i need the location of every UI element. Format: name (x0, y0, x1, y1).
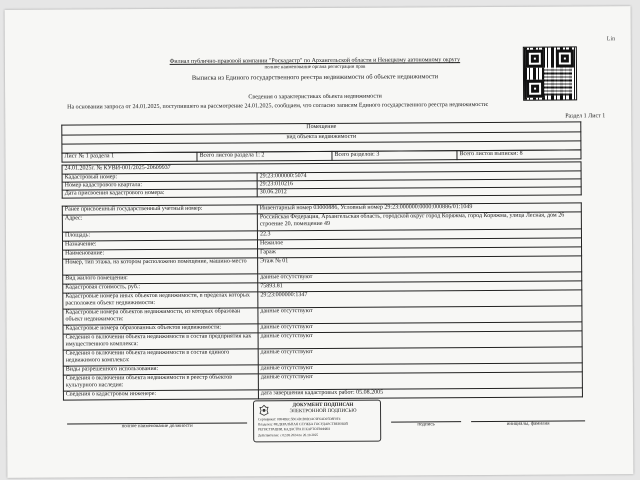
record-date-number: 24.01.2025г. № КУВИ-001/2025-20609937 (62, 162, 581, 174)
signature-caption: подпись (391, 421, 461, 432)
detail-label: Адрес: (62, 214, 257, 232)
detail-label: Кадастровые номера объектов недвижимости, из которых образован объект недвижимости: (63, 308, 258, 325)
details-table (62, 202, 583, 400)
object-kind-table (61, 121, 581, 153)
detail-value: данные отсутствуют (258, 272, 582, 283)
qr-code (523, 46, 577, 100)
record-label: Кадастровый номер: (62, 173, 257, 182)
section-reference: Раздел 1 Лист 1 (565, 113, 606, 120)
total-sheets: Всего листов выписки: 8 (457, 150, 581, 160)
record-table (62, 161, 582, 198)
detail-value: данные отсутствуют (258, 372, 582, 390)
detail-label: Площадь: (62, 231, 257, 241)
detail-label: Назначение: (62, 240, 257, 250)
intro-text: На основании запроса от 24.01.2025, поступившего на рассмотрение 24.01.2025, сообщаем, что согласно записям Единого государственного реестра недвижимости: (67, 101, 489, 111)
qr-link-text: Lin (606, 36, 616, 43)
detail-value: дата завершения кадастровых работ: 05.08.2005 (258, 388, 582, 399)
stamp-validity: Действителен: с 02.08.2024 по 26.10.2025 (258, 433, 319, 438)
detail-value: данные отсутствуют (258, 331, 582, 349)
detail-value: 75893.81 (258, 281, 582, 292)
detail-label: Виды разрешенного использования: (63, 365, 258, 375)
detail-value: Инвентарный номер 03000886, Условный номер 29:23:000000:0000:000886/01:1049 (257, 203, 581, 214)
detail-label: Кадастровая стоимость, руб.: (63, 283, 258, 293)
detail-label: Наименование: (63, 249, 258, 259)
position-caption: полное наименование должности (67, 422, 247, 434)
total-sections: Всего разделов: 3 (332, 151, 457, 161)
record-label: Номер кадастрового квартала: (62, 181, 257, 190)
stamp-subtitle: ЭЛЕКТРОННОЙ ПОДПИСЬЮ (289, 408, 357, 415)
stamp-title: ДОКУМЕНТ ПОДПИСАН (292, 402, 354, 409)
detail-value: 29:23:000000:1347 (258, 290, 582, 308)
detail-value: данные отсутствуют (258, 363, 582, 374)
detail-label: Номер, тип этажа, на котором расположено помещение, машино-место (63, 258, 258, 275)
detail-value: Гараж (258, 247, 582, 258)
signature-stamp (253, 400, 381, 443)
sheet-number: Лист № 1 раздела 1 (62, 152, 197, 162)
detail-value: данные отсутствуют (258, 322, 582, 333)
detail-label: Кадастровые номера иных объектов недвижимости, в пределах которых расположен объект недвижимости: (63, 292, 258, 309)
stamp-certificate: Сертификат: 00F4BEC5BC4D1B8D3AC9F6AD07D8F0F4 (258, 416, 341, 422)
detail-label: Сведения о включении объекта недвижимости в реестр объектов культурного наследия: (63, 374, 258, 391)
stamp-owner-line2: РЕГИСТРАЦИИ, КАДАСТРА И КАРТОГРАФИИ (258, 426, 330, 432)
detail-value: Российская Федерация, Архангельская область, городской округ город Коряжма, город Коряжма, улица Лесная, дом 26 строение 20, помещение 49 (257, 212, 581, 231)
record-value: 30.06.2012 (257, 187, 581, 197)
record-label: Дата присвоения кадастрового номера: (62, 189, 257, 198)
record-value: 29:23:000000:5074 (257, 171, 581, 181)
name-caption: инициалы, фамилия (471, 420, 585, 432)
detail-value: данные отсутствуют (258, 306, 582, 324)
detail-label: Сведения о включении объекта недвижимости в состав предприятия как имущественного комплекса: (63, 333, 258, 350)
detail-label: Сведения о включении объекта недвижимости в состав единого недвижимого комплекса: (63, 349, 258, 366)
branch-caption: полное наименование органа регистрации прав (264, 64, 366, 71)
detail-label: Вид жилого помещения: (63, 274, 258, 284)
branch-name: Филиал публично-правовой компании "Роскадастр" по Архангельской области и Ненецкому автономному округу (169, 57, 461, 65)
detail-label: Ранее присвоенный государственный учетный номер: (62, 205, 257, 215)
detail-value: 22.3 (257, 229, 581, 240)
stamp-owner: Владелец: ФЕДЕРАЛЬНАЯ СЛУЖБА ГОСУДАРСТВЕННОЙ (258, 421, 348, 427)
object-kind: Помещение (62, 122, 581, 135)
sheet-info-table (61, 149, 581, 162)
total-sheets-section: Всего листов раздела 1: 2 (197, 151, 332, 161)
detail-value: данные отсутствуют (258, 347, 582, 365)
detail-value: Нежилое (257, 238, 581, 249)
detail-label: Сведения о кадастровом инженере: (63, 390, 258, 400)
record-value: 29:23:010216 (257, 179, 581, 189)
section-subtitle: Сведения о характеристиках объекта недвижимости (248, 93, 382, 101)
document-page (5, 6, 634, 478)
object-kind-caption: вид объекта недвижимости (62, 132, 581, 144)
detail-value: Этаж № 01 (258, 256, 582, 274)
detail-label: Кадастровые номера образованных объектов недвижимости: (63, 324, 258, 334)
document-title: Выписка из Единого государственного реестра недвижимости об объекте недвижимости (191, 73, 439, 82)
